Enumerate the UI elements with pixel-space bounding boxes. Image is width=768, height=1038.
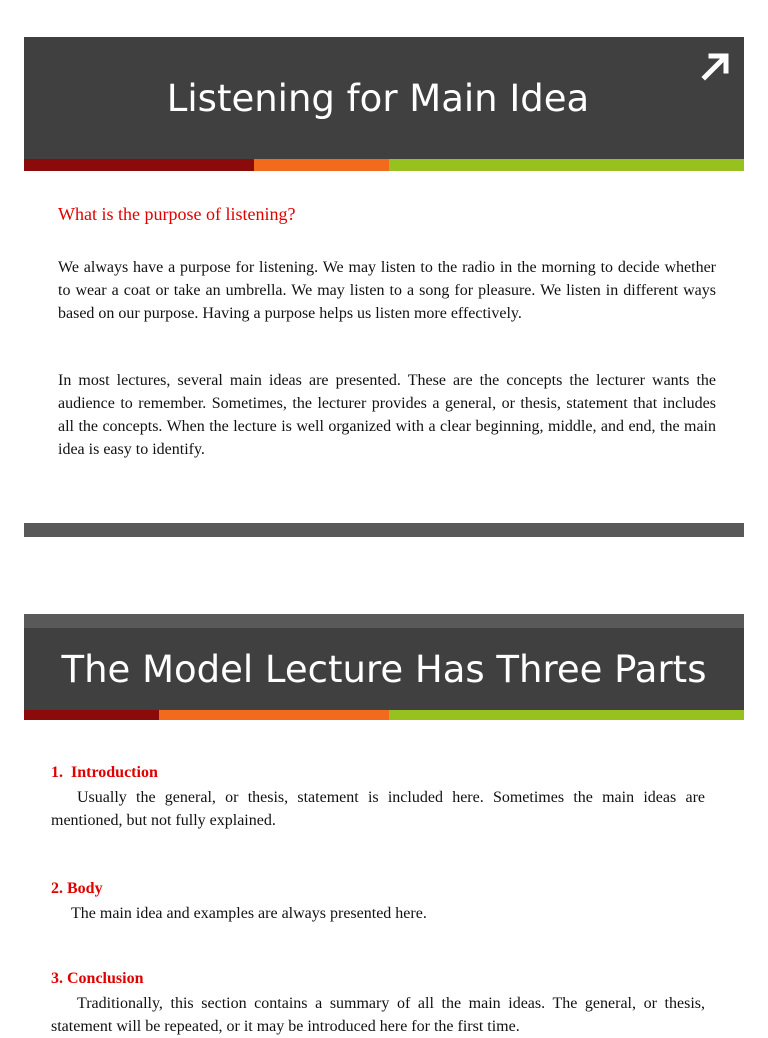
conclusion-body: Traditionally, this section contains a summary of all the main ideas. The general, or thesis, statement will be repeated, or it may be introduced here for the first time. (51, 995, 705, 1035)
slide2-accent-bar (24, 710, 744, 720)
slide1-title: Listening for Main Idea (166, 76, 590, 120)
purpose-question: What is the purpose of listening? (58, 204, 296, 224)
slide1-accent-bar (24, 159, 744, 171)
slide1-title-bar (24, 37, 744, 159)
paragraph-purpose: We always have a purpose for listening. We may listen to the radio in the morning to decide whether to wear a coat or take an umbrella. We may listen to a song for pleasure. We listen in different ways based on our purpose. Having a purpose helps us listen more effectively. (58, 259, 716, 322)
slide2-top-divider (24, 614, 744, 628)
introduction-heading: 1. Introduction (51, 764, 158, 781)
diagonal-arrow-icon (700, 51, 730, 81)
paragraph-lectures: In most lectures, several main ideas are presented. These are the concepts the lecturer wants the audience to remember. Sometimes, the lecturer provides a general, or thesis, statement that includes all the concepts. When the lecture is well organized with a clear beginning, middle, and end, the main idea is easy to identify. (58, 372, 716, 458)
body-heading: 2. Body (51, 880, 103, 897)
slide1-bottom-divider (24, 523, 744, 537)
slide2-title-bar (24, 628, 744, 710)
body-body: The main idea and examples are always presented here. (71, 905, 427, 922)
conclusion-heading: 3. Conclusion (51, 970, 144, 987)
introduction-body: Usually the general, or thesis, statement is included here. Sometimes the main ideas are mentioned, but not fully explained. (51, 789, 705, 829)
slide2-title: The Model Lecture Has Three Parts (61, 647, 707, 691)
